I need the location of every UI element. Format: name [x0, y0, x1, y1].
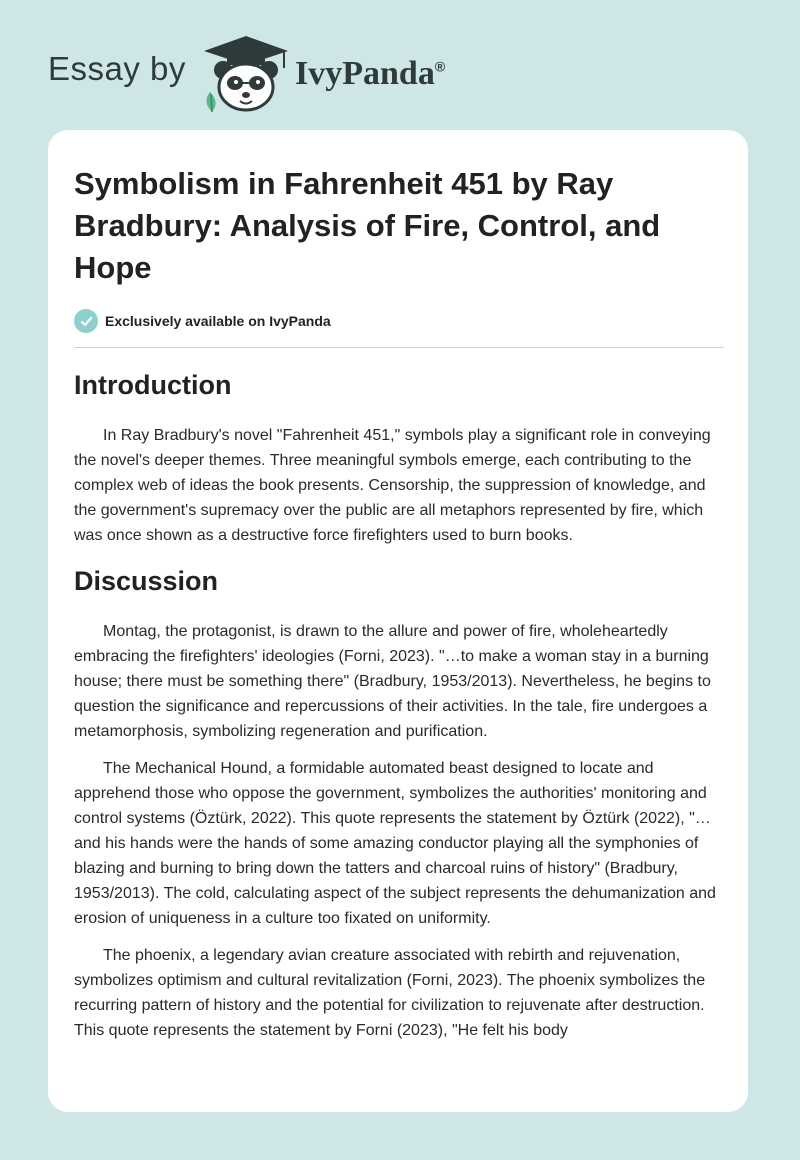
essay-content [74, 163, 724, 1043]
registered-mark: ® [434, 58, 446, 75]
exclusive-label: Exclusively available on IvyPanda [105, 313, 331, 329]
exclusive-badge [74, 309, 724, 333]
divider [74, 347, 724, 348]
paragraph: The phoenix, a legendary avian creature associated with rebirth and rejuvenation, symbolizes optimism and cultural revitalization (Forni, 2023). The phoenix symbolizes the recurring pattern of history and the potential for civilization to rejuvenate after destruction. This quote represents the statement by Forni (2023), "He felt his body [74, 947, 706, 1039]
paragraph: Montag, the protagonist, is drawn to the allure and power of fire, wholeheartedly embracing the firefighters' ideologies (Forni, 2023). "…to make a woman stay in a burning house; there must be something there" (Bradbury, 1953/2013). Nevertheless, he begins to question the significance and repercussions of their activities. In the tale, fire undergoes a metamorphosis, symbolizing regeneration and purification. [74, 623, 711, 740]
check-icon [74, 309, 98, 333]
essay-by-label: Essay by [48, 50, 186, 87]
brand-name[interactable]: IvyPanda® [295, 55, 446, 92]
essay-card [48, 130, 748, 1112]
paragraph: In Ray Bradbury's novel "Fahrenheit 451," symbols play a significant role in conveying the novel's deeper themes. Three meaningful symbols emerge, each contributing to the complex web of ideas the book presents. Censorship, the suppression of knowledge, and the government's supremacy over the public are all metaphors represented by fire, which was once shown as a destructive force firefighters used to burn books. [74, 427, 711, 544]
site-header [0, 0, 800, 130]
section-heading-introduction: Introduction [74, 370, 232, 400]
panda-graduate-logo-icon [200, 32, 292, 114]
section-heading-discussion: Discussion [74, 566, 219, 596]
essay-title: Symbolism in Fahrenheit 451 by Ray Bradbury: Analysis of Fire, Control, and Hope [74, 166, 661, 285]
paragraph: The Mechanical Hound, a formidable automated beast designed to locate and apprehend those who oppose the government, symbolizes the authorities' monitoring and control systems (Öztürk, 2022). This quote represents the statement by Öztürk (2022), "…and his hands were the hands of some amazing conductor playing all the symphonies of blazing and burning to bring down the tatters and charcoal ruins of history" (Bradbury, 1953/2013). The cold, calculating aspect of the subject represents the dehumanization and erosion of uniqueness in a culture too fixated on uniformity. [74, 760, 716, 927]
